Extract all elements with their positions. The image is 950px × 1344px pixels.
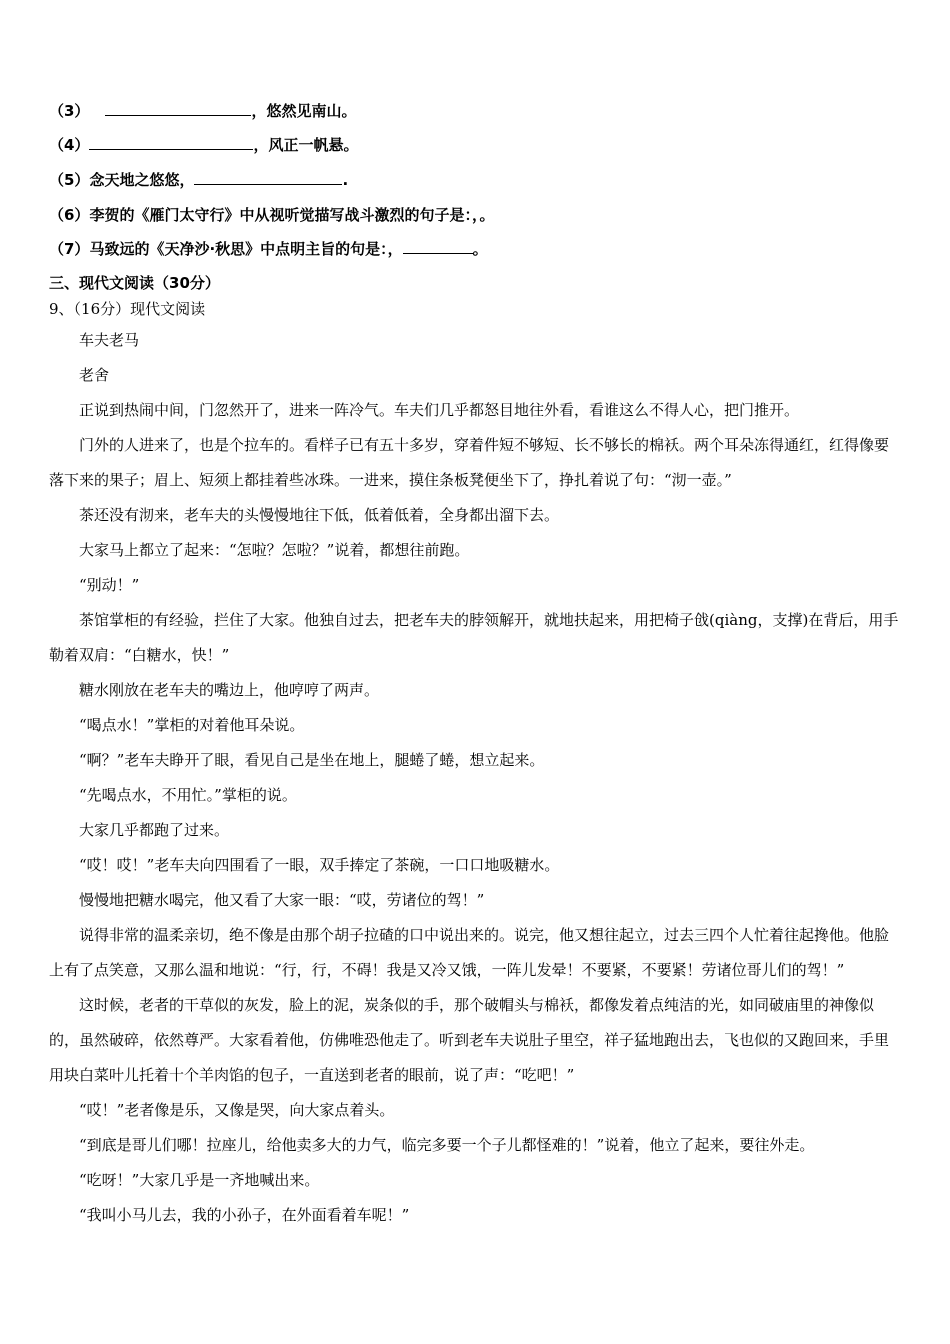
question-4 [49, 134, 358, 155]
question-5-number: （5） [49, 171, 90, 189]
answer-blank [403, 239, 473, 254]
question-5 [49, 169, 348, 190]
question-7-text: 马致远的《天净沙·秋思》中点明主旨的句是：， [89, 240, 403, 258]
paragraph: 说得非常的温柔亲切，绝不像是由那个胡子拉碴的口中说出来的。说完，他又想往起立，过去三四个人忙着往起搀他。他脸上有了点笑意，又那么温和地说：“行，行，不碍！我是又冷又饿，一阵儿发晕！不要紧，不要紧！劳诸位哥儿们的驾！” [49, 926, 890, 979]
question-5-text: 念天地之悠悠， [89, 171, 195, 189]
paragraph: 正说到热闹中间，门忽然开了，进来一阵冷气。车夫们几乎都怒目地往外看，看谁这么不得人心，把门推开。 [79, 401, 800, 419]
question-3-text: ，悠然见南山。 [251, 102, 357, 120]
paragraph: “到底是哥儿们哪！拉座儿，给他卖多大的力气，临完多要一个子儿都怪难的！”说着，他立了起来，要往外走。 [79, 1136, 815, 1154]
story-author: 老舍 [79, 366, 110, 384]
paragraph: “别动！” [79, 576, 140, 594]
paragraph: “我叫小马儿去，我的小孙子，在外面看着车呢！” [79, 1206, 410, 1224]
question-6-number: （6） [49, 206, 90, 224]
paragraph: 茶馆掌柜的有经验，拦住了大家。他独自过去，把老车夫的脖领解开，就地扶起来，用把椅子戗(qiàng，支撑)在背后，用手勒着双肩：“白糖水，快！” [49, 611, 899, 664]
paragraph: 门外的人进来了，也是个拉车的。看样子已有五十多岁，穿着件短不够短、长不够长的棉袄。两个耳朵冻得通红，红得像要落下来的果子；眉上、短须上都挂着些冰珠。一进来，摸住条板凳便坐下了，挣扎着说了句：“沏一壶。” [49, 436, 890, 489]
paragraph: “吃呀！”大家几乎是一齐地喊出来。 [79, 1171, 320, 1189]
question-7-end: 。 [472, 240, 488, 258]
paragraph: 慢慢地把糖水喝完，他又看了大家一眼：“哎，劳诸位的驾！” [79, 891, 485, 909]
answer-blank [105, 101, 251, 116]
paragraph: 大家几乎都跑了过来。 [79, 821, 230, 839]
question-7 [49, 238, 488, 259]
question-3-number: （3） [49, 102, 90, 120]
paragraph: “先喝点水，不用忙。”掌柜的说。 [79, 786, 297, 804]
question-9-header: 9、（16分）现代文阅读 [49, 300, 206, 318]
reading-passage [49, 323, 901, 1233]
answer-blank [89, 135, 253, 150]
question-6-text: 李贺的《雁门太守行》中从视听觉描写战斗激烈的句子是：，。 [89, 206, 495, 224]
story-title: 车夫老马 [79, 331, 140, 349]
question-7-number: （7） [49, 240, 90, 258]
paragraph: 糖水刚放在老车夫的嘴边上，他哼哼了两声。 [79, 681, 380, 699]
question-4-text: ，风正一帆悬。 [253, 136, 359, 154]
paragraph: 茶还没有沏来，老车夫的头慢慢地往下低，低着低着，全身都出溜下去。 [79, 506, 560, 524]
question-5-end: . [342, 171, 349, 189]
paragraph: “喝点水！”掌柜的对着他耳朵说。 [79, 716, 305, 734]
question-3 [49, 100, 356, 121]
paragraph: 大家马上都立了起来：“怎啦？怎啦？”说着，都想往前跑。 [79, 541, 470, 559]
paragraph: 这时候，老者的干草似的灰发，脸上的泥，炭条似的手，那个破帽头与棉袄，都像发着点纯洁的光，如同破庙里的神像似的，虽然破碎，依然尊严。大家看着他，仿佛唯恐他走了。听到老车夫说肚子里空，祥子猛地跑出去，飞也似的又跑回来，手里用块白菜叶儿托着十个羊肉馅的包子，一直送到老者的眼前，说了声：“吃吧！” [49, 996, 890, 1084]
section-title: 三、现代文阅读（30分） [49, 274, 220, 292]
paragraph: “哎！”老者像是乐，又像是哭，向大家点着头。 [79, 1101, 395, 1119]
paragraph: “啊？”老车夫睁开了眼，看见自己是坐在地上，腿蜷了蜷，想立起来。 [79, 751, 545, 769]
question-6 [49, 204, 494, 225]
question-4-number: （4） [49, 136, 90, 154]
answer-blank [194, 170, 342, 185]
paragraph: “哎！哎！”老车夫向四围看了一眼，双手捧定了茶碗，一口口地吸糖水。 [79, 856, 560, 874]
